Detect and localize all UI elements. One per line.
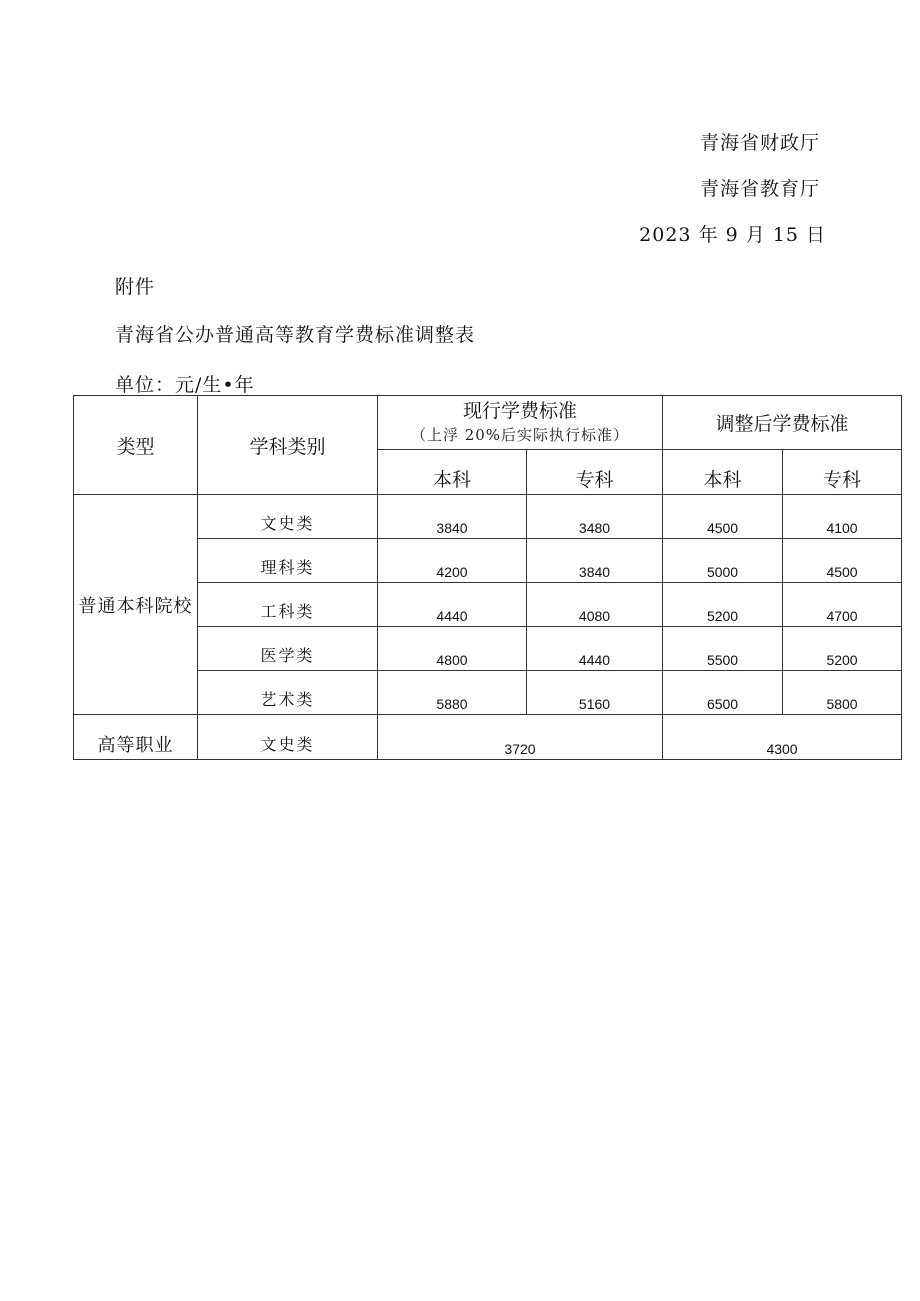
header-current-title: 现行学费标准 bbox=[463, 400, 578, 423]
value-cell: 3480 bbox=[527, 495, 663, 539]
value-cell: 5800 bbox=[783, 671, 902, 715]
subject-cell: 文史类 bbox=[198, 715, 378, 760]
header-row-1 bbox=[74, 396, 902, 450]
value-cell: 4200 bbox=[378, 539, 527, 583]
value-cell: 3840 bbox=[527, 539, 663, 583]
value-cell: 4080 bbox=[527, 583, 663, 627]
subject-cell: 艺术类 bbox=[198, 671, 378, 715]
subject-cell: 医学类 bbox=[198, 627, 378, 671]
issuer-education-dept: 青海省教育厅 bbox=[699, 178, 820, 200]
table-row bbox=[74, 539, 902, 583]
header-adjusted-college: 专科 bbox=[783, 450, 902, 495]
value-cell: 4440 bbox=[527, 627, 663, 671]
issuer-finance-dept: 青海省财政厅 bbox=[699, 132, 820, 154]
issue-date: 2023 年 9 月 15 日 bbox=[639, 224, 826, 246]
value-cell: 4700 bbox=[783, 583, 902, 627]
table-row bbox=[74, 583, 902, 627]
value-cell: 5200 bbox=[663, 583, 783, 627]
value-cell: 4100 bbox=[783, 495, 902, 539]
header-current-standard bbox=[378, 396, 663, 450]
table-row bbox=[74, 671, 902, 715]
header-adjusted-undergrad: 本科 bbox=[663, 450, 783, 495]
value-cell: 4440 bbox=[378, 583, 527, 627]
value-cell: 4800 bbox=[378, 627, 527, 671]
header-type: 类型 bbox=[74, 396, 198, 495]
header-current-undergrad: 本科 bbox=[378, 450, 527, 495]
tuition-fee-table bbox=[73, 395, 902, 760]
header-adjusted-standard: 调整后学费标准 bbox=[663, 396, 902, 450]
unit-label: 单位：元/生•年 bbox=[115, 374, 255, 396]
group-undergrad-colleges: 普通本科院校 bbox=[74, 495, 198, 715]
value-cell: 5000 bbox=[663, 539, 783, 583]
table-row bbox=[74, 627, 902, 671]
value-cell: 4500 bbox=[663, 495, 783, 539]
document-title: 青海省公办普通高等教育学费标准调整表 bbox=[115, 324, 476, 346]
value-cell-merged: 4300 bbox=[663, 715, 902, 760]
attachment-label: 附件 bbox=[115, 276, 156, 298]
value-cell-merged: 3720 bbox=[378, 715, 663, 760]
header-subject: 学科类别 bbox=[198, 396, 378, 495]
subject-cell: 理科类 bbox=[198, 539, 378, 583]
table-row bbox=[74, 715, 902, 760]
subject-cell: 文史类 bbox=[198, 495, 378, 539]
value-cell: 5500 bbox=[663, 627, 783, 671]
group-vocational: 高等职业 bbox=[74, 715, 198, 760]
table-row bbox=[74, 495, 902, 539]
value-cell: 6500 bbox=[663, 671, 783, 715]
subject-cell: 工科类 bbox=[198, 583, 378, 627]
value-cell: 5880 bbox=[378, 671, 527, 715]
value-cell: 5200 bbox=[783, 627, 902, 671]
value-cell: 4500 bbox=[783, 539, 902, 583]
header-current-note: （上浮 20%后实际执行标准） bbox=[410, 426, 630, 445]
value-cell: 5160 bbox=[527, 671, 663, 715]
value-cell: 3840 bbox=[378, 495, 527, 539]
header-current-college: 专科 bbox=[527, 450, 663, 495]
